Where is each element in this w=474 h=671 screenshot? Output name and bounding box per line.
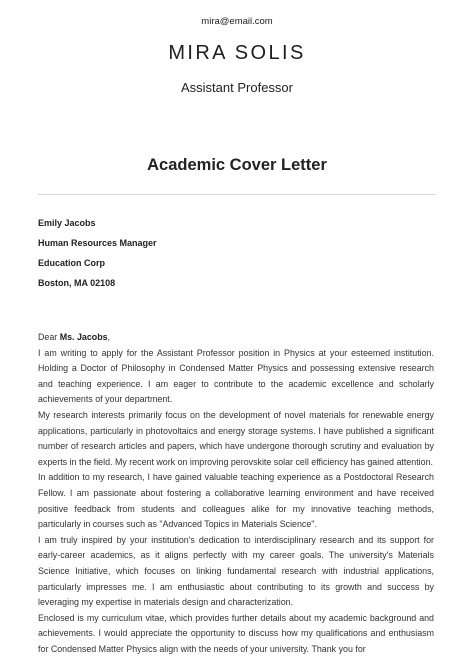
paragraph-introduction: I am writing to apply for the Assistant Professor position in Physics at your esteemed institution. Holding a Doctor of Philosophy in Condensed Matter Physics and possessing extensive research and teaching experience. I am eager to contribute to the academic excellence and scholarly achievements of your department. <box>38 347 434 405</box>
document-title: Academic Cover Letter <box>147 156 327 174</box>
title-divider <box>38 194 436 195</box>
recipient-organization: Education Corp <box>38 258 105 268</box>
paragraph-institution: I am truly inspired by your institution's dedication to interdisciplinary research and its support for early-career academics, as it aligns perfectly with my career goals. The university's Materials Science Initiative, which focuses on linking fundamental research with industrial applications, particularly impresses me. I am enthusiastic about contributing to its growth and success by leveraging my expertise in materials design and characterization. <box>38 534 434 608</box>
paragraph-closing: Enclosed is my curriculum vitae, which provides further details about my academic background and achievements. I would appreciate the opportunity to discuss how my qualifications and enthusiasm for Condensed Matter Physics align with the needs of your university. Thank you for <box>38 612 434 654</box>
salutation <box>38 330 434 346</box>
paragraph-teaching: In addition to my research, I have gained valuable teaching experience as a Postdoctoral Research Fellow. I am passionate about fostering a collaborative learning environment and have received positive feedback from students and colleagues alike for my innovative teaching methods, particularly in courses such as "Advanced Topics in Materials Science". <box>38 472 434 530</box>
recipient-name: Emily Jacobs <box>38 218 96 228</box>
salutation-prefix: Dear <box>38 332 60 342</box>
paragraph-research: My research interests primarily focus on the development of novel materials for renewable energy applications, particularly in photovoltaics and energy storage systems. I have published a significant number of research articles and papers, which have undergone thorough scrutiny and evaluation by experts in the field. My recent work on improving perovskite solar cell efficiency has gained attention. <box>38 409 434 467</box>
recipient-position: Human Resources Manager <box>38 238 157 248</box>
salutation-suffix: , <box>107 332 111 342</box>
contact-email[interactable]: mira@email.com <box>201 16 273 27</box>
recipient-address: Boston, MA 02108 <box>38 278 116 288</box>
salutation-name: Ms. Jacobs <box>59 332 108 342</box>
letter-body <box>38 330 434 657</box>
applicant-name: MIRA SOLIS <box>168 42 306 64</box>
applicant-role: Assistant Professor <box>181 80 293 95</box>
